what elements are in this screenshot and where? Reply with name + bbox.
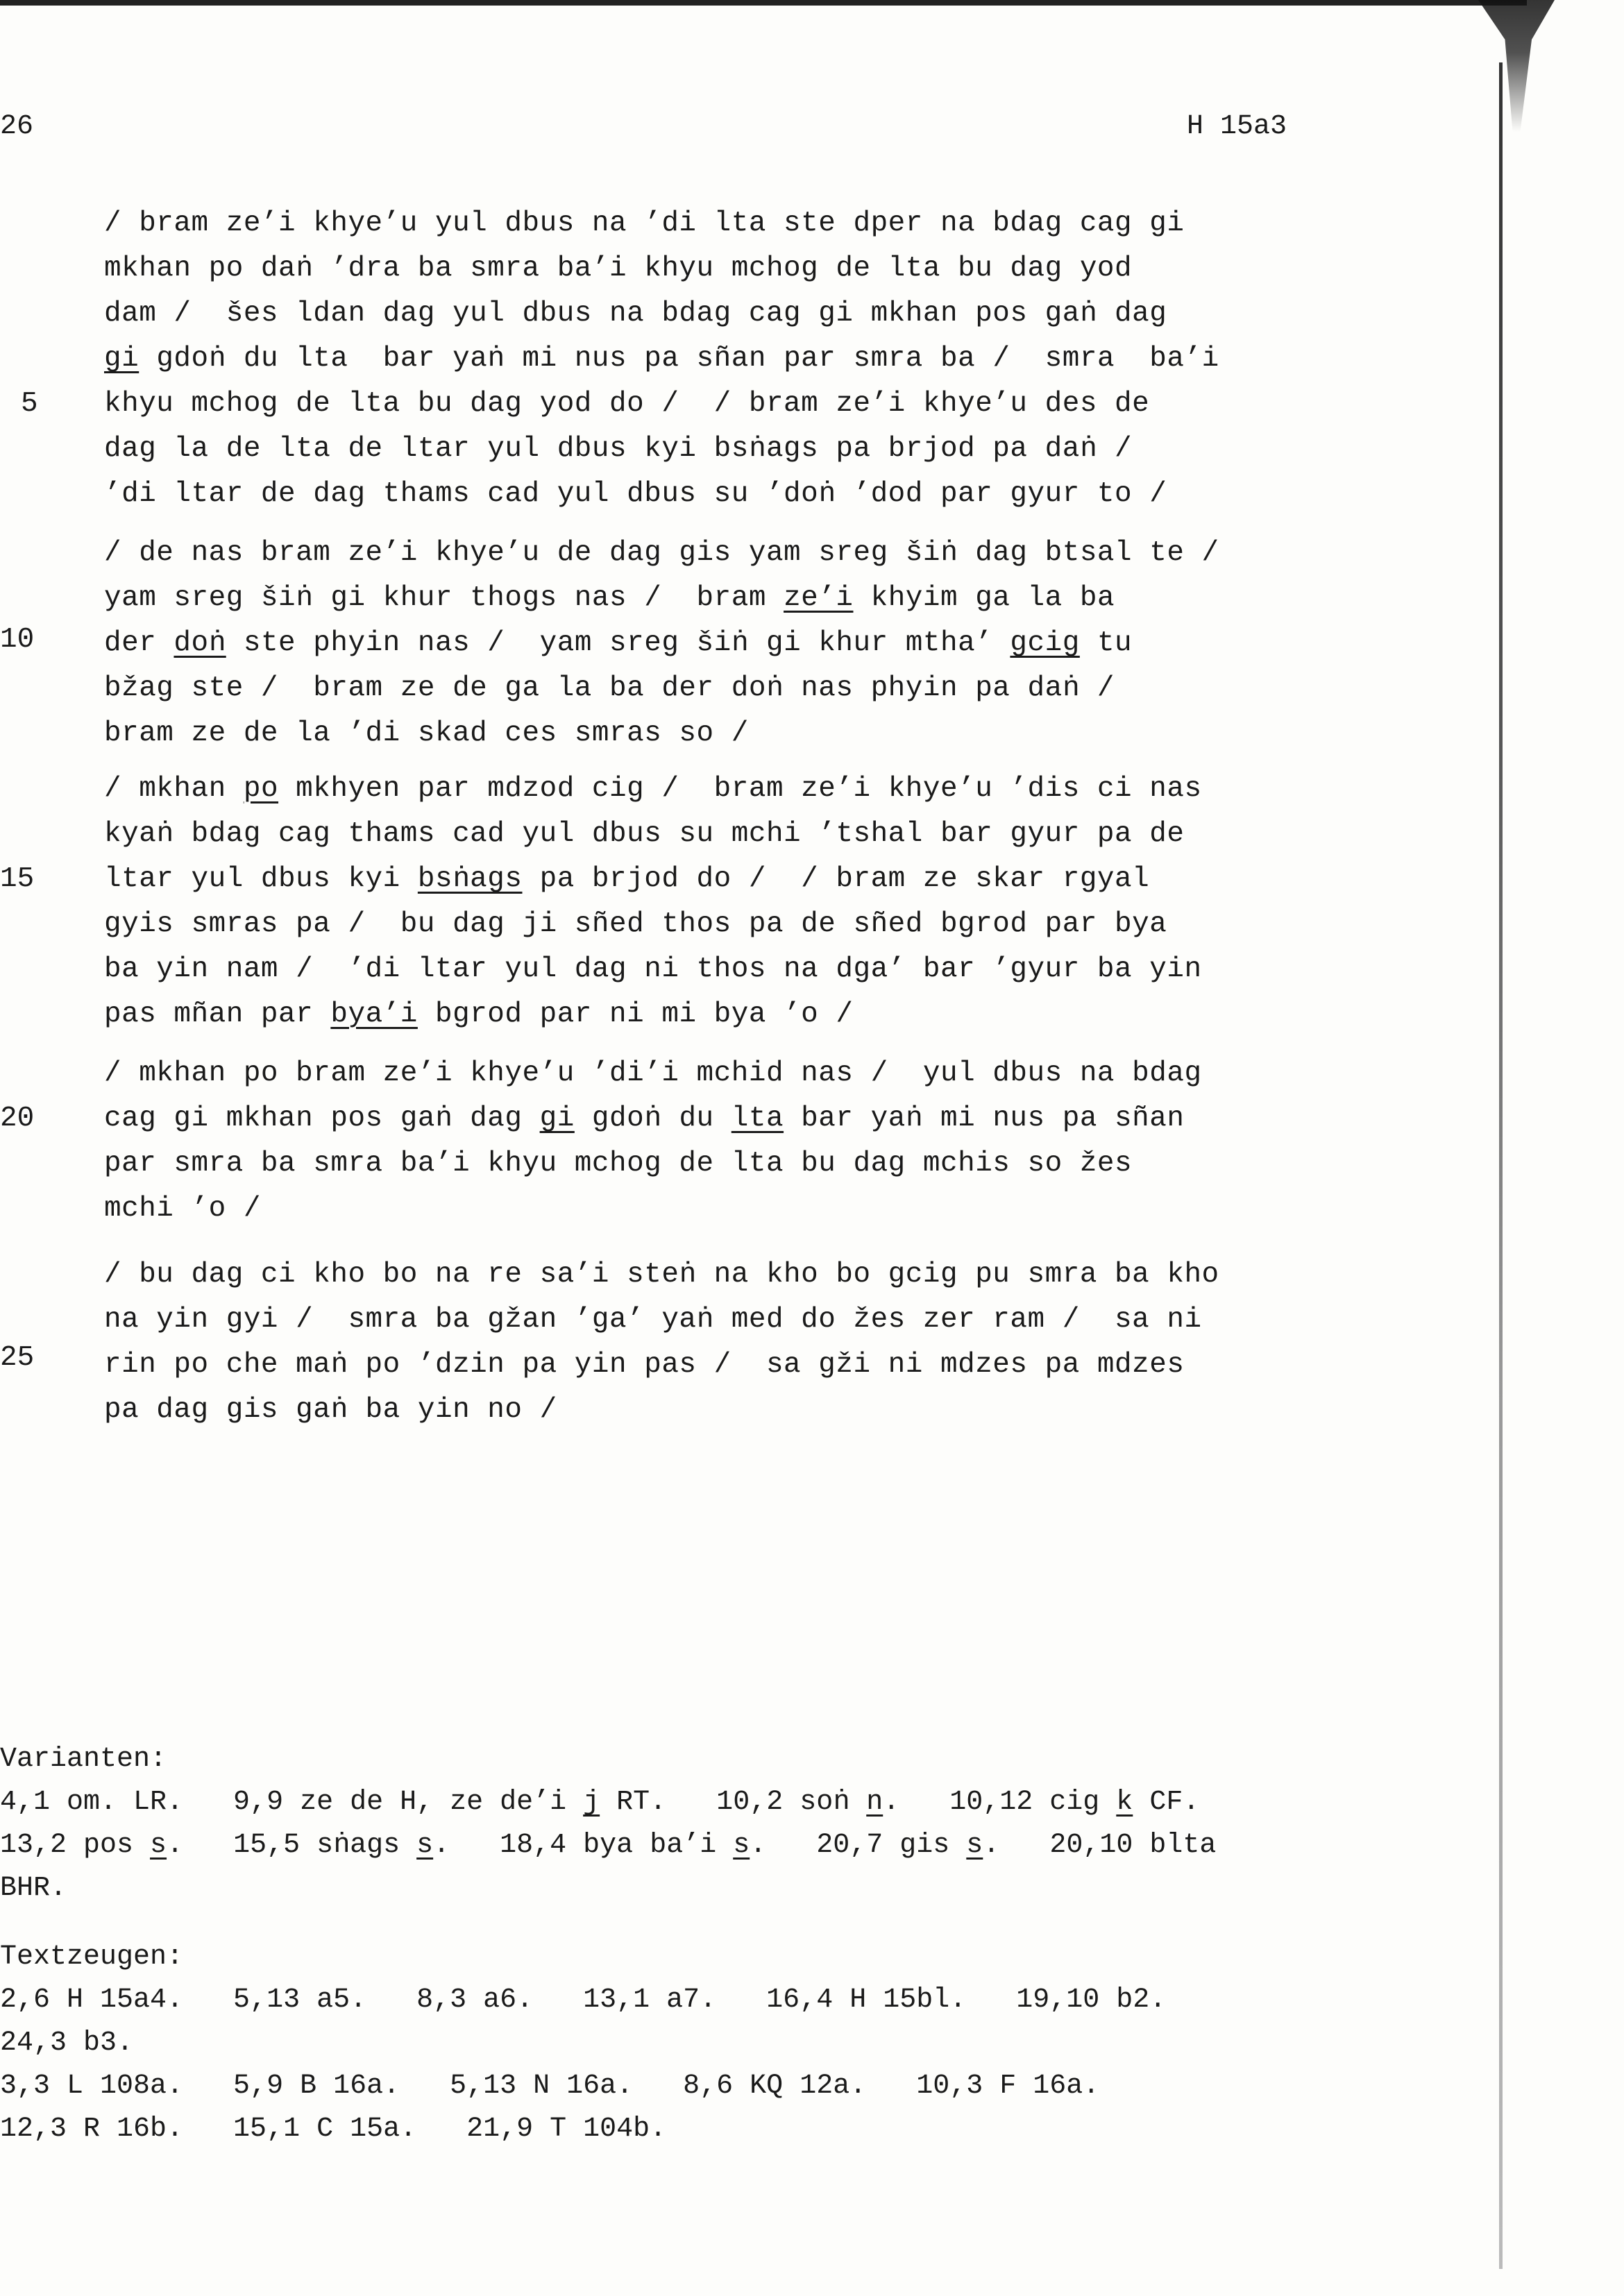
text-line [104,472,1319,517]
text-run: ’di ltar de dag thams cad yul dbus su ’doṅ ’dod par gyur to / [104,478,1167,510]
text-run: mkhan po daṅ ’dra ba smra ba’i khyu mchog de lta bu dag yod [104,253,1133,284]
text-line [104,1298,1319,1343]
text-line [104,812,1319,857]
text-run: bram ze de la ’di skad ces smras so / [104,717,749,749]
text-run: gdoṅ du lta bar yaṅ mi nus pa sñan par smra ba / smra ba’i [139,343,1219,375]
text-run: dam / šes ldan dag yul dbus na bdag cag gi mkhan pos gaṅ dag [104,298,1167,330]
text-line [104,1388,1319,1433]
text-run: pa brjod do / / bram ze skar rgyal [522,863,1150,895]
line-number: 20 [0,1103,35,1134]
text-run: BHR. [0,1873,67,1904]
underlined-word: s [150,1830,167,1861]
text-run: . 10,12 cig [883,1787,1117,1818]
text-run: / bram ze’i khye’u yul dbus na ’di lta ste dper na bdag cag gi [104,207,1185,239]
text-run: bžag ste / bram ze de ga la ba der doṅ nas phyin pa daṅ / [104,672,1115,704]
text-run: . 15,5 sṅags [167,1830,417,1861]
text-run: 13,2 pos [0,1830,151,1861]
line-number: 15 [0,863,35,895]
textzeugen-heading: Textzeugen: [0,1941,184,1973]
text-run: gdoṅ du [574,1103,731,1134]
text-run: 12,3 R 16b. 15,1 C 15a. 21,9 T 104b. [0,2114,667,2145]
witness-line [0,2108,1353,2151]
text-line [104,1096,1319,1141]
text-run: tu [1079,627,1133,659]
underlined-word: n [866,1787,883,1818]
text-run: ba yin nam / ’di ltar yul dag ni thos na dga’ bar ’gyur ba yin [104,953,1202,985]
varianten-section [0,1738,1353,1910]
text-paragraph-4 [104,1051,1319,1232]
underlined-word: gi [104,343,139,375]
text-run: khyu mchog de lta bu dag yod do / / bram ze’i khye’u des de [104,388,1150,420]
text-line [104,621,1319,666]
page-right-edge [1499,62,1503,2269]
underlined-word: s [416,1830,434,1861]
text-line [104,1141,1319,1187]
text-run: par smra ba smra ba’i khyu mchog de lta bu dag mchis so žes [104,1148,1133,1180]
text-run: 4,1 om. LR. 9,9 ze de H, ze de’i [0,1787,584,1818]
variant-line [0,1824,1353,1867]
text-line [104,992,1319,1037]
underlined-word: gi [539,1103,575,1134]
underlined-word: s [733,1830,750,1861]
underlined-word: lta [731,1103,784,1134]
page-top-edge [0,0,1527,6]
variant-line [0,1867,1353,1910]
text-run: / bu dag ci kho bo na re sa’i steṅ na kho bo gcig pu smra ba kho [104,1259,1219,1291]
text-line [104,666,1319,711]
text-run: ltar yul dbus kyi [104,863,418,895]
text-line [104,857,1319,902]
underlined-word: doṅ [174,627,226,659]
text-run: 3,3 L 108a. 5,9 B 16a. 5,13 N 16a. 8,6 KQ 12a. 10,3 F 16a. [0,2070,1100,2102]
text-line [104,246,1319,291]
text-run: rin po che maṅ po ’dzin pa yin pas / sa gži ni mdzes pa mdzes [104,1349,1185,1381]
text-line [104,531,1319,576]
text-paragraph-2 [104,531,1319,756]
line-number: 10 [0,624,35,656]
underlined-word: ze’i [784,582,854,614]
text-line [104,902,1319,947]
text-run: CF. [1133,1787,1200,1818]
text-run: bar yaṅ mi nus pa sñan [784,1103,1185,1134]
text-run: ste phyin nas / yam sreg šiṅ gi khur mtha’ [226,627,1010,659]
line-number: 25 [0,1342,35,1374]
underlined-word: po [243,773,279,805]
variant-line [0,1781,1353,1824]
varianten-heading: Varianten: [0,1744,167,1775]
witness-line [0,2022,1353,2065]
binding-shadow [1478,0,1555,132]
text-run: pa dag gis gaṅ ba yin no / [104,1394,557,1426]
text-run: mchi ’o / [104,1193,261,1225]
text-run: 24,3 b3. [0,2027,134,2059]
text-run: 2,6 H 15a4. 5,13 a5. 8,3 a6. 13,1 a7. 16,4 H 15bl. 19,10 b2. [0,1984,1167,2016]
text-line [104,711,1319,756]
witness-line [0,1979,1353,2022]
textzeugen-section [0,1936,1353,2151]
line-number: 5 [21,388,38,420]
text-line [104,1051,1319,1096]
text-run: kyaṅ bdag cag thams cad yul dbus su mchi ’tshal bar gyur pa de [104,818,1185,850]
underlined-word: j [583,1787,600,1818]
text-run: na yin gyi / smra ba gžan ’ga’ yaṅ med do žes zer ram / sa ni [104,1304,1202,1336]
text-run: khyim ga la ba [853,582,1115,614]
text-line [104,947,1319,992]
text-run: pas mñan par [104,998,331,1030]
text-run: RT. 10,2 soṅ [600,1787,867,1818]
text-run: / de nas bram ze’i khye’u de dag gis yam sreg šiṅ dag btsal te / [104,537,1219,569]
page-number: 26 [0,111,34,142]
underlined-word: bya’i [330,998,418,1030]
text-run: . 18,4 bya ba’i [433,1830,734,1861]
text-line [104,291,1319,337]
text-paragraph-5 [104,1252,1319,1433]
text-run: cag gi mkhan pos gaṅ dag [104,1103,540,1134]
text-line [104,1187,1319,1232]
underlined-word: k [1116,1787,1133,1818]
text-run: mkhyen par mdzod cig / bram ze’i khye’u ’dis ci nas [278,773,1202,805]
text-line [104,576,1319,621]
text-run: . 20,7 gis [750,1830,967,1861]
underlined-word: gcig [1010,627,1080,659]
text-paragraph-1 [104,201,1319,517]
text-line [104,337,1319,382]
text-line [104,767,1319,812]
underlined-word: s [966,1830,983,1861]
text-run: yam sreg šiṅ gi khur thogs nas / bram [104,582,784,614]
underlined-word: bsṅags [417,863,523,895]
text-line [104,382,1319,427]
text-run: dag la de lta de ltar yul dbus kyi bsṅags pa brjod pa daṅ / [104,433,1133,465]
text-run: / mkhan [104,773,244,805]
text-line [104,201,1319,246]
folio-reference: H 15a3 [1187,111,1287,142]
text-paragraph-3 [104,767,1319,1037]
text-run: gyis smras pa / bu dag ji sñed thos pa de sñed bgrod par bya [104,908,1167,940]
text-line [104,1252,1319,1298]
text-line [104,1343,1319,1388]
text-run: der [104,627,174,659]
witness-line [0,2065,1353,2108]
text-run: . 20,10 blta [983,1830,1217,1861]
text-run: / mkhan po bram ze’i khye’u ’di’i mchid nas / yul dbus na bdag [104,1057,1202,1089]
text-run: bgrod par ni mi bya ’o / [417,998,854,1030]
text-line [104,427,1319,472]
